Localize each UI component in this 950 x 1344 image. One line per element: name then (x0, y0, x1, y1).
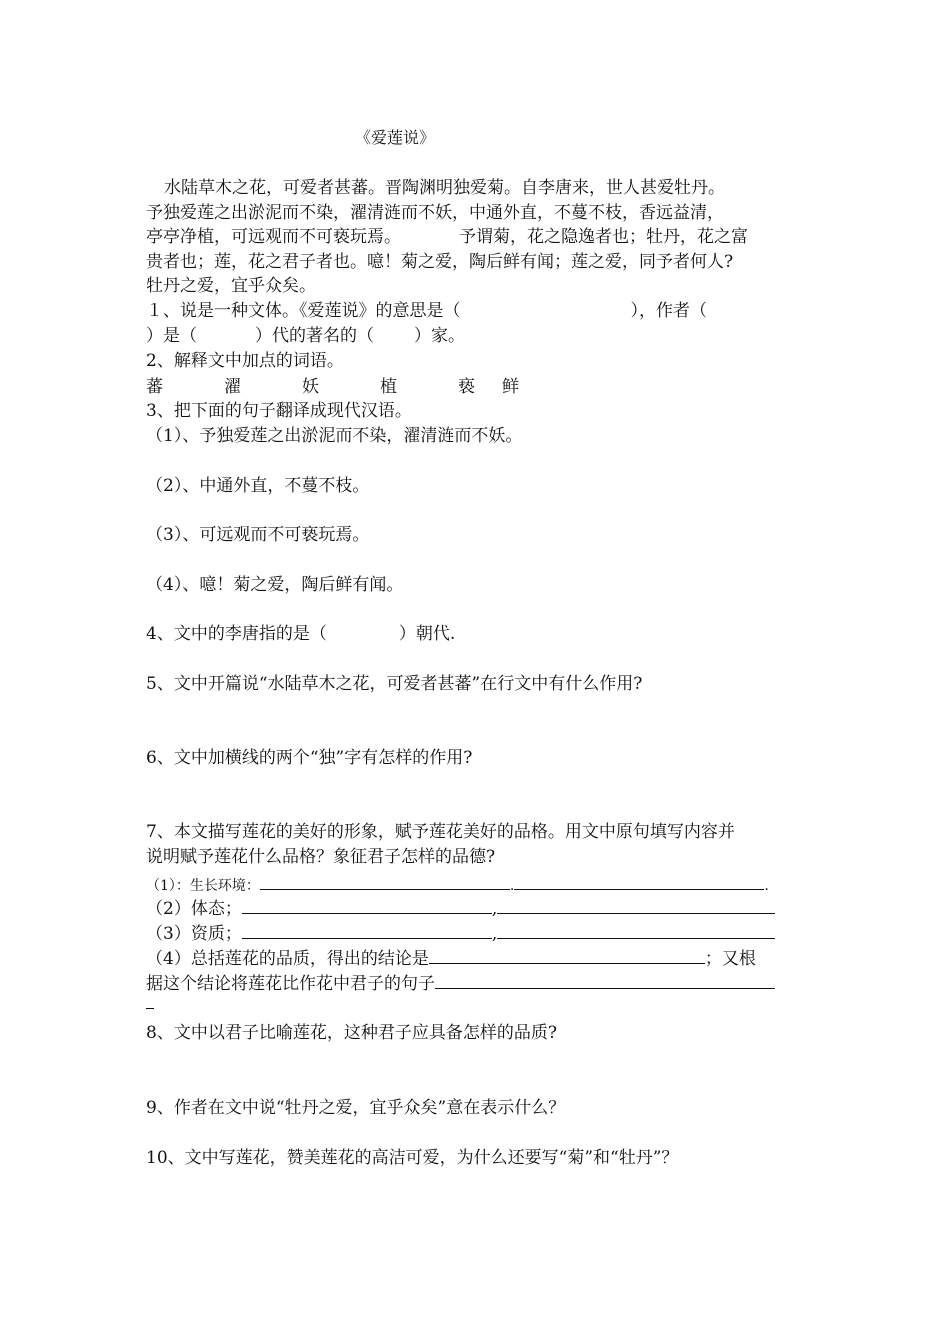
word-1: 蕃 (146, 377, 163, 397)
question-3-item-4: （4）、噫！菊之爱，陶后鲜有闻。 (146, 575, 404, 595)
question-7-line-1: 7、本文描写莲花的美好的形象，赋予莲花美好的品格。用文中原句填写内容并 (146, 822, 735, 842)
question-3-item-2: （2）、中通外直，不蔓不枝。 (146, 476, 370, 496)
passage-line-4: 贵者也；莲，花之君子者也。噫！菊之爱，陶后鲜有闻；莲之爱，同予者何人? (146, 252, 734, 272)
question-1-line-2: ）是（ ）代的著名的（ ）家。 (146, 326, 465, 346)
question-2-words (146, 375, 810, 399)
question-5: 5、文中开篇说“水陆草木之花，可爱者甚蕃”在行文中有什么作用? (146, 674, 643, 694)
passage-line-2: 予独爱莲之出淤泥而不染，濯清涟而不妖，中通外直，不蔓不枝，香远益清， (146, 203, 724, 223)
blank-line[interactable] (242, 896, 492, 914)
passage-line-3b: 予谓菊，花之隐逸者也；牡丹，花之富 (459, 227, 748, 247)
blank-line[interactable] (497, 896, 775, 914)
question-7-field-4-cont: 据这个结论将莲花比作花中君子的句子 (146, 971, 810, 996)
question-8: 8、文中以君子比喻莲花，这种君子应具备怎样的品质? (146, 1023, 557, 1043)
blank-line[interactable] (435, 971, 775, 989)
question-9: 9、作者在文中说“牡丹之爱，宜乎众矣”意在表示什么？ (146, 1098, 566, 1118)
question-6: 6、文中加横线的两个“独”字有怎样的作用? (146, 748, 473, 768)
question-7-field-3: （3）资质； , (146, 921, 810, 946)
question-2: 2、解释文中加点的词语。 (146, 351, 344, 371)
word-2: 濯 (224, 377, 241, 397)
question-7-field-2: （2）体态； , (146, 896, 810, 921)
question-7-field-4: （4）总括莲花的品质，得出的结论是 ；又根 (146, 946, 810, 971)
question-3: 3、把下面的句子翻译成现代汉语。 (146, 401, 412, 421)
question-7-field-1: （1）：生长环境： . . (146, 872, 810, 898)
question-7-line-2: 说明赋予莲花什么品格？象征君子怎样的品德? (146, 847, 496, 867)
question-1-line-1: １、说是一种文体。《爱莲说》的意思是（ ），作者（ (146, 301, 707, 321)
question-3-item-1: （1）、予独爱莲之出淤泥而不染，濯清涟而不妖。 (146, 426, 523, 446)
blank-line-tail (146, 992, 810, 1016)
word-3: 妖 (302, 377, 319, 397)
blank-line[interactable] (260, 872, 510, 890)
blank-line[interactable] (242, 921, 492, 939)
word-5: 亵 (458, 377, 475, 397)
question-3-item-3: （3）、可远观而不可亵玩焉。 (146, 525, 370, 545)
passage-line-3 (146, 225, 810, 249)
blank-line[interactable] (429, 946, 705, 964)
passage-line-3a: 亭亭净植，可远观而不可亵玩焉。 (146, 227, 401, 247)
page-title: 《爱莲说》 (355, 128, 436, 147)
question-10: 10、文中写莲花，赞美莲花的高洁可爱，为什么还要写“菊”和“牡丹”？ (146, 1148, 679, 1168)
passage-line-5: 牡丹之爱，宜乎众矣。 (146, 276, 316, 296)
blank-line[interactable] (497, 921, 775, 939)
blank-line[interactable] (514, 872, 764, 890)
blank-line[interactable] (146, 994, 154, 1009)
passage-line-1: 水陆草木之花，可爱者甚蕃。晋陶渊明独爱菊。自李唐来，世人甚爱牡丹。 (164, 178, 725, 198)
question-4: 4、文中的李唐指的是（ ）朝代. (146, 624, 456, 644)
word-6: 鲜 (502, 377, 519, 397)
word-4: 植 (380, 377, 397, 397)
